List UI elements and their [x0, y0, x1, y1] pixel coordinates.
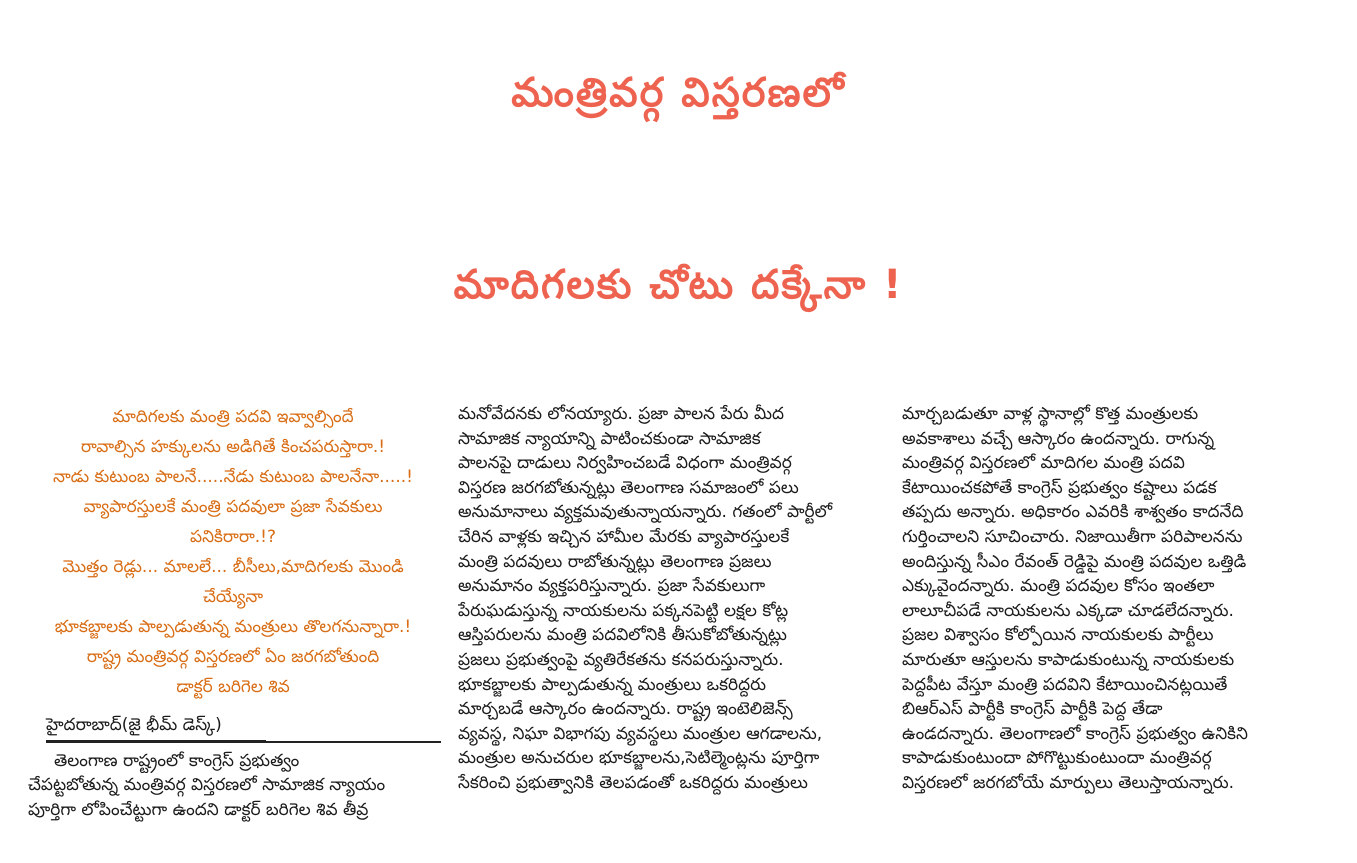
body-line: లాలూచీపడే నాయకులను ఎక్కడా చూడలేదన్నారు.: [902, 600, 1234, 621]
subheading: వ్యాపారస్తులకే మంత్రి పదవులా ప్రజా సేవకులు: [83, 497, 383, 517]
body-line: కేటాయించకపోతే కాంగ్రెస్ ప్రభుత్వం కష్టాలు పడక: [902, 477, 1217, 498]
body-line: అనుమానం వ్యక్తపరిస్తున్నారు. ప్రజా సేవకులుగా: [458, 576, 766, 597]
body-line: విస్తరణ జరగబోతున్నట్లు తెలంగాణ సమాజంలో పలు: [458, 477, 799, 498]
body-line: చేరిన వాళ్లకు ఇచ్చిన హామీల మేరకు వ్యాపారస్తులకే: [458, 526, 790, 547]
body-line: భూకబ్జాలకు పాల్పడుతున్న మంత్రులు ఒకరిద్దరు: [458, 674, 767, 695]
column-1: [28, 402, 438, 822]
body-line: విస్తరణలో జరగబోయే మార్పులు తెలుస్తాయన్నారు.: [902, 772, 1235, 793]
subheading: రాష్ట్ర మంత్రివర్గ విస్తరణలో ఏం జరగబోతుంది: [86, 647, 380, 667]
body-line: మారుతూ ఆస్తులను కాపాడుకుంటున్న నాయకులకు: [902, 649, 1235, 670]
body-line: గుర్తించాలని సూచించారు. నిజాయితీగా పరిపాలనను: [902, 526, 1243, 547]
body-line: ఆస్తిపరులను మంత్రి పదవిలోనికి తీసుకోబోతున్నట్లు: [458, 625, 787, 646]
body-line: తప్పదు అన్నారు. అధికారం ఎవరికి శాశ్వతం కాదనేది: [902, 502, 1244, 523]
subheading: నాడు కుటుంబ పాలనే.....నేడు కుటుంబ పాలనేనా.....!: [53, 467, 413, 487]
subheading: పనికిరారా.!?: [190, 527, 276, 547]
body-line: ప్రజల విశ్వాసం కోల్పోయిన నాయకులకు పార్టీలు: [902, 625, 1214, 646]
body-line: వ్యవస్థ, నిఘా విభాగపు వ్యవస్థలు మంత్రుల ఆగడాలను,: [458, 723, 823, 744]
body-line: బిఆర్ఎస్ పార్టీకి కాంగ్రెస్ పార్టీకి పెద్ద తేడా: [902, 699, 1163, 720]
body-line: మంత్రివర్గ విస్తరణలో మాదిగల మంత్రి పదవి: [902, 453, 1185, 474]
body-line: అందిస్తున్న సీఎం రేవంత్ రెడ్డిపై మంత్రి పదవుల ఒత్తిడి: [902, 551, 1247, 572]
body-paragraph: [28, 749, 438, 823]
body-line: సామాజిక న్యాయాన్ని పాటించకుండా సామాజిక: [458, 428, 761, 449]
subheading: మొత్తం రెడ్లు... మాలలే... బీసీలు,మాదిగలకు మొండి: [62, 557, 404, 577]
body-line: అవకాశాలు వచ్చే ఆస్కారం ఉందన్నారు. రాగున్న: [902, 428, 1215, 449]
body-line: పేరుఘడుస్తున్న నాయకులను పక్కనపెట్టి లక్షల కోట్ల: [458, 600, 789, 621]
body-line: పెద్దపీట వేస్తూ మంత్రి పదవిని కేటాయించినట్లయితే: [902, 674, 1228, 695]
body-line: పూర్తిగా లోపించేట్టుగా ఉందని డాక్టర్ బరిగెల శివ తీవ్ర: [28, 799, 369, 820]
subheading: భూకబ్జాలకు పాల్పడుతున్న మంత్రులు తొలగనున్నారా.!: [54, 617, 412, 637]
body-line: కాపాడుకుంటుందా పోగొట్టుకుంటుందా మంత్రివర్గ: [902, 748, 1212, 769]
body-line: ఉండదన్నారు. తెలంగాణలో కాంగ్రెస్ ప్రభుత్వం ఉనికిని: [902, 723, 1248, 744]
subheading: మాదిగలకు మంత్రి పదవి ఇవ్వాల్సిందే: [112, 407, 354, 427]
headline-line-1: మంత్రివర్గ విస్తరణలో: [511, 70, 846, 116]
body-line: అనుమానాలు వ్యక్తమవుతున్నాయన్నారు. గతంలో పార్టీలో: [458, 502, 833, 523]
subheading: రావాల్సిన హక్కులను అడిగితే కించపరుస్తారా.!: [80, 437, 386, 457]
body-line: పాలనపై దాడులు నిర్వహించబడే విధంగా మంత్రివర్గ: [458, 453, 792, 474]
body-line: సేకరించి ప్రభుత్వానికి తెలపడంతో ఒకరిద్దరు మంత్రులు: [458, 772, 808, 793]
body-line: ప్రజలు ప్రభుత్వంపై వ్యతిరేకతను కనపరుస్తున్నారు.: [458, 649, 784, 670]
body-line: తెలంగాణ రాష్ట్రంలో కాంగ్రెస్ ప్రభుత్వం: [54, 750, 300, 771]
body-line: మంత్రుల అనుచరుల భూకబ్జాలను,సెటిల్మెంట్లను పూర్తిగా: [458, 748, 820, 769]
body-line: చేపట్టబోతున్న మంత్రివర్గ విస్తరణలో సామాజిక న్యాయం: [28, 775, 386, 796]
subheading: చేయ్యేనా: [202, 587, 264, 607]
body-line: మార్చబడే ఆస్కారం ఉందన్నారు. రాష్ట్ర ఇంటెలిజెన్స్: [458, 699, 793, 720]
byline: హైదరాబాద్(జై భీమ్ డెస్క్): [46, 712, 266, 741]
headline-line-2: మాదిగలకు చోటు దక్కేనా !: [453, 262, 904, 308]
column-2: [458, 402, 878, 796]
column-3: [902, 402, 1322, 796]
body-line: మార్చబడుతూ వాళ్ల స్థానాల్లో కొత్త మంత్రులకు: [902, 404, 1199, 424]
divider: [46, 741, 441, 743]
body-line: మంత్రి పదవులు రాబోతున్నట్లు తెలంగాణ ప్రజలు: [458, 551, 772, 572]
body-line: ఎక్కువైందన్నారు. మంత్రి పదవుల కోసం ఇంతలా: [902, 576, 1215, 597]
author-name: డాక్టర్ బరిగెల శివ: [176, 677, 290, 697]
body-line: మనోవేదనకు లోనయ్యారు. ప్రజా పాలన పేరు మీద: [458, 404, 784, 424]
